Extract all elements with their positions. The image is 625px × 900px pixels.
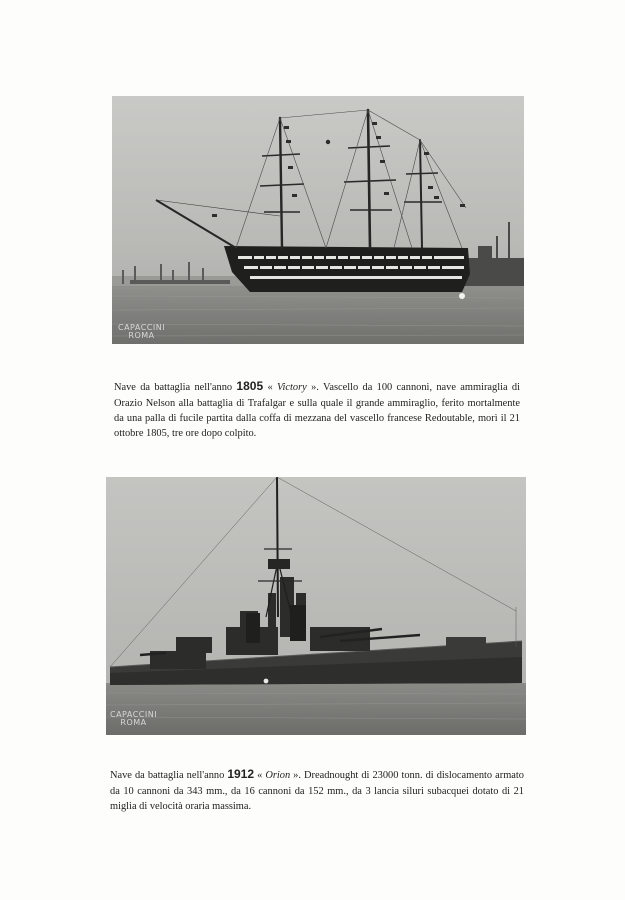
caption-prefix: Nave da battaglia nell'anno (110, 770, 228, 782)
photo-stamp (118, 324, 165, 340)
caption-prefix: Nave da battaglia nell'anno (114, 382, 237, 394)
victory-photograph (112, 96, 524, 344)
caption-close-quote: ». (290, 770, 305, 782)
photo-stamp-line: CAPACCINI (118, 323, 166, 332)
caption-text: Vascello da 100 cannoni, nave ammiraglia di Orazio Nelson alla battaglia di Trafalgar e sulla quale il grande ammiraglio, ferito mortalmente da una palla di fucile partita dalla coffa di mezzana del vascello francese Redoutable, morì il 21 ottobre 1805, tre ore dopo colpito. (114, 382, 521, 439)
photo-stamp (110, 711, 157, 727)
photo-stamp-line: ROMA (128, 331, 155, 340)
victory-ship-image (112, 96, 524, 344)
caption-close-quote: ». (306, 382, 324, 394)
caption-year: 1912 (227, 767, 255, 782)
caption-year: 1805 (236, 379, 264, 394)
orion-ship-image (106, 477, 526, 735)
caption-open-quote: « (254, 770, 266, 782)
caption-ship-name: Orion (265, 770, 291, 782)
caption-ship-name: Victory (276, 382, 307, 394)
orion-caption (110, 767, 524, 814)
photo-stamp-line: ROMA (120, 718, 147, 727)
caption-open-quote: « (263, 382, 277, 394)
photo-stamp-line: CAPACCINI (110, 710, 158, 719)
orion-photograph (106, 477, 526, 735)
caption-text: Dreadnought di 23000 tonn. di dislocamento armato da 10 cannoni da 343 mm., da 16 cannoni da 152 mm., da 3 lancia siluri subacquei dotato di 21 miglia di velocità oraria massima. (110, 770, 524, 812)
victory-caption (114, 379, 520, 441)
